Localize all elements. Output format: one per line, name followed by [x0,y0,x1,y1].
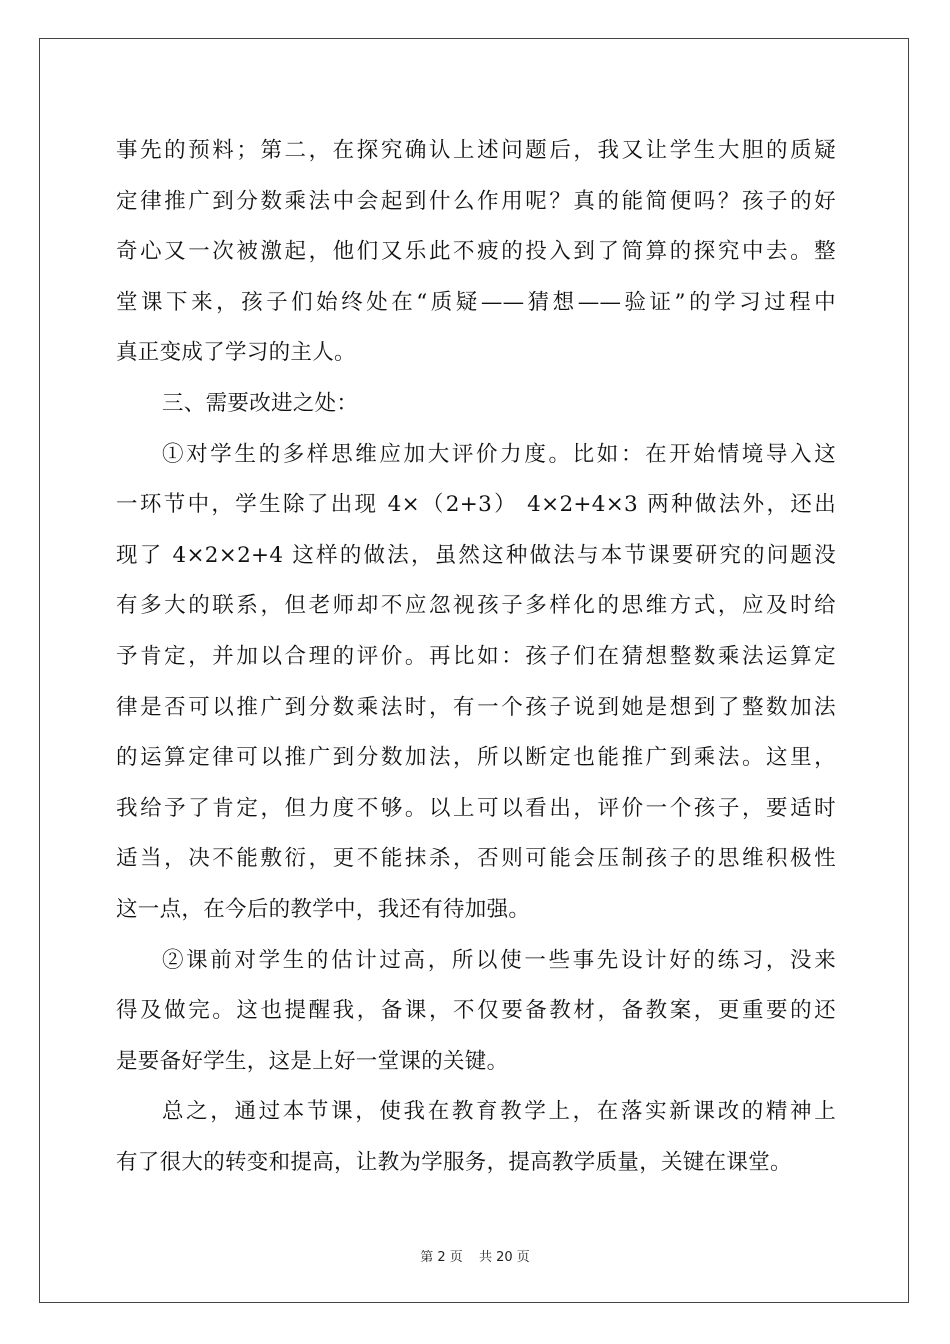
text-line: 一环节中，学生除了出现 4×（2+3） 4×2+4×3 两种做法外，还出 [116,492,836,518]
text-line: 得及做完。这也提醒我，备课，不仅要备教材，备教案，更重要的还 [116,998,836,1024]
text-line: 予肯定，并加以合理的评价。再比如：孩子们在猜想整数乘法运算定 [116,643,836,669]
text-line: 适当，决不能敷衍，更不能抹杀，否则可能会压制孩子的思维积极性 [116,846,836,872]
text-line: 堂课下来，孩子们始终处在“质疑——猜想——验证”的学习过程中 [116,289,836,315]
text-line: ①对学生的多样思维应加大评价力度。比如：在开始情境导入这 [162,441,836,467]
text-line: 定律推广到分数乘法中会起到什么作用呢？真的能简便吗？孩子的好 [116,188,836,214]
text-line: 奇心又一次被激起，他们又乐此不疲的投入到了简算的探究中去。整 [116,239,836,265]
text-line: 事先的预料；第二，在探究确认上述问题后，我又让学生大胆的质疑 [116,138,836,163]
text-line: 真正变成了学习的主人。 [116,340,356,366]
page-total: 共 20 页 [478,1250,530,1265]
text-line: 的运算定律可以推广到分数加法，所以断定也能推广到乘法。这里， [116,745,836,771]
text-line: 有多大的联系，但老师却不应忽视孩子多样化的思维方式，应及时给 [116,593,836,619]
section-heading: 三、需要改进之处： [162,390,359,416]
text-line: 我给予了肯定，但力度不够。以上可以看出，评价一个孩子，要适时 [116,795,836,821]
text-line: 现了 4×2×2+4 这样的做法，虽然这种做法与本节课要研究的问题没 [116,542,836,568]
text-line: 有了很大的转变和提高，让教为学服务，提高教学质量，关键在课堂。 [116,1149,792,1175]
text-line: 律是否可以推广到分数乘法时，有一个孩子说到她是想到了整数加法 [116,694,836,720]
page-footer [0,1246,950,1265]
text-line: 总之，通过本节课，使我在教育教学上，在落实新课改的精神上 [162,1099,836,1125]
text-line: ②课前对学生的估计过高，所以使一些事先设计好的练习，没来 [162,947,836,973]
text-line: 是要备好学生，这是上好一堂课的关键。 [116,1048,509,1074]
text-line: 这一点，在今后的教学中，我还有待加强。 [116,896,531,922]
page-number: 第 2 页 [420,1250,463,1265]
document-body [116,126,836,1188]
